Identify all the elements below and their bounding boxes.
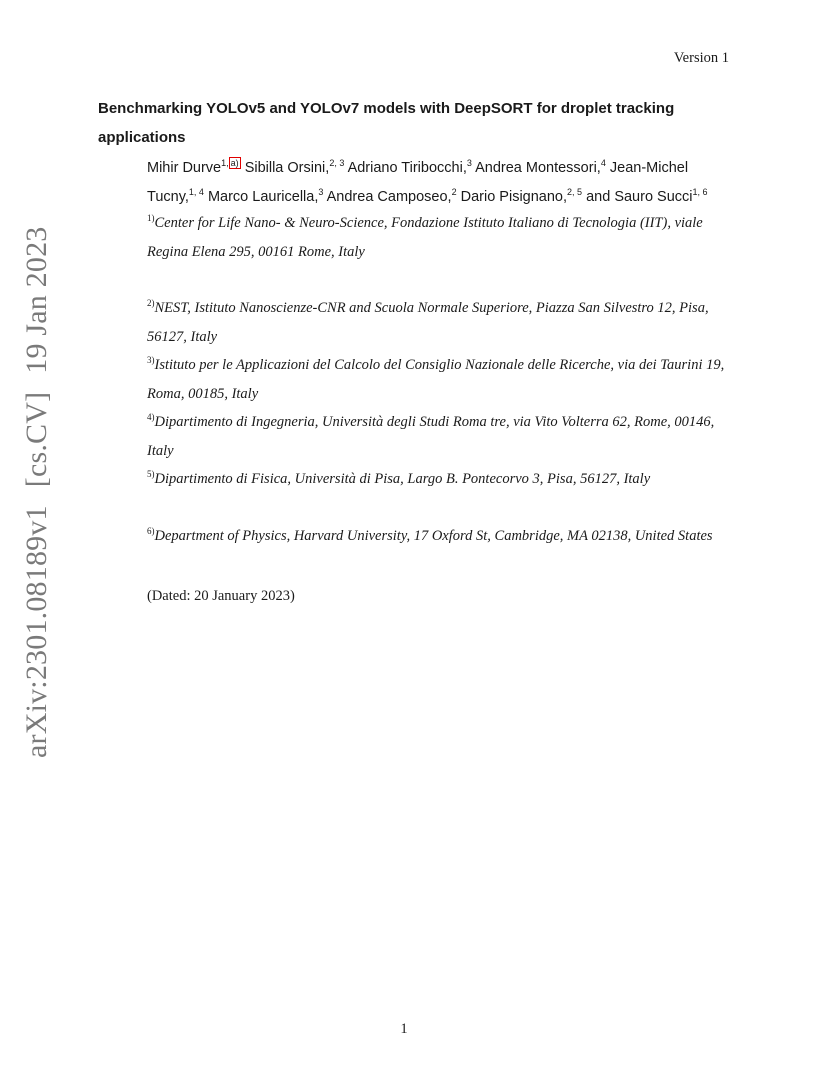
author-affiliation-marks: 1, 6 <box>692 187 708 197</box>
author-affiliation-marks: 1, 4 <box>188 187 204 197</box>
version-label: Version 1 <box>673 50 729 66</box>
affiliation <box>147 351 732 408</box>
dated-line: (Dated: 20 January 2023) <box>147 588 295 604</box>
author-affiliation-marks: 2 <box>451 187 457 197</box>
affiliation-mark: 4) <box>147 412 155 422</box>
affiliation-mark: 2) <box>147 298 155 308</box>
author-name: Adriano Tiribocchi <box>347 160 463 176</box>
author-affiliation-marks: 1, <box>221 158 229 168</box>
affiliation-text: Istituto per le Applicazioni del Calcolo del Consiglio Nazionale delle Ricerche, via dei Taurini 19, Roma, 00185, Italy <box>147 357 725 402</box>
author-name: Jean-Michel Tucny <box>147 160 689 205</box>
author-affiliation-marks: 4 <box>600 158 606 168</box>
author-list: Mihir Durve$^{1,}$ $^{a)}$ Sibilla Orsini,$^{2, 3}$ Adriano Tiribocchi,$^3$ Andrea Montessori,$^4$ Jean-Michel Tucny,$^{1, 4}$ Marco Lauricella,$^3$ Andrea Camposeo,$^2$ Dario Pisignano,$^{2, 5}$ and Sauro Succi$^{1, 6}$ <box>147 158 708 205</box>
affiliation-mark: 6) <box>147 526 155 536</box>
affiliation <box>147 209 732 266</box>
affiliation <box>147 294 732 351</box>
affiliation-text: Dipartimento di Ingegneria, Università degli Studi Roma tre, via Vito Volterra 62, Rome, 00146, Italy <box>147 414 715 459</box>
affiliation-mark: 1) <box>147 213 155 223</box>
author-name: Dario Pisignano <box>460 189 563 205</box>
arxiv-sidebar-stamp <box>20 227 54 759</box>
affiliation-mark: 5) <box>147 469 155 479</box>
author-name: Marco Lauricella <box>207 189 315 205</box>
affiliation <box>147 408 732 465</box>
author-name: Mihir Durve <box>147 160 222 176</box>
arxiv-id[interactable]: arXiv:2301.08189v1 <box>20 505 53 758</box>
author-affiliation-marks: 2, 5 <box>567 187 583 197</box>
arxiv-category: [cs.CV] <box>20 391 53 488</box>
author-conjunction: and <box>586 189 611 205</box>
affiliation-text: Center for Life Nano- & Neuro-Science, Fondazione Istituto Italiano di Tecnologia (IIT), viale Regina Elena 295, 00161 Rome, Italy <box>147 215 703 260</box>
footnote-link[interactable]: a) <box>230 158 239 168</box>
author-affiliation-marks: 3 <box>318 187 324 197</box>
affiliation-text: Dipartimento di Fisica, Università di Pisa, Largo B. Pontecorvo 3, Pisa, 56127, Italy <box>154 471 651 487</box>
author-affiliation-marks: 2, 3 <box>329 158 345 168</box>
author-affiliation-marks: 3 <box>466 158 472 168</box>
affiliation <box>147 522 732 551</box>
affiliation-text: NEST, Istituto Nanoscienze-CNR and Scuola Normale Superiore, Piazza San Silvestro 12, Pisa, 56127, Italy <box>147 300 709 345</box>
author-name: Sauro Succi <box>614 189 693 205</box>
page-number: 1 <box>400 1021 408 1037</box>
affiliation <box>147 465 732 494</box>
author-name: Andrea Camposeo <box>326 189 448 205</box>
paper-title: Benchmarking YOLOv5 and YOLOv7 models with DeepSORT for droplet tracking applications <box>98 100 675 146</box>
affiliation-mark: 3) <box>147 355 155 365</box>
author-name: Andrea Montessori <box>475 160 597 176</box>
arxiv-date: 19 Jan 2023 <box>20 226 53 374</box>
author-name: Sibilla Orsini <box>244 160 326 176</box>
affiliation-text: Department of Physics, Harvard University, 17 Oxford St, Cambridge, MA 02138, United States <box>154 528 713 544</box>
